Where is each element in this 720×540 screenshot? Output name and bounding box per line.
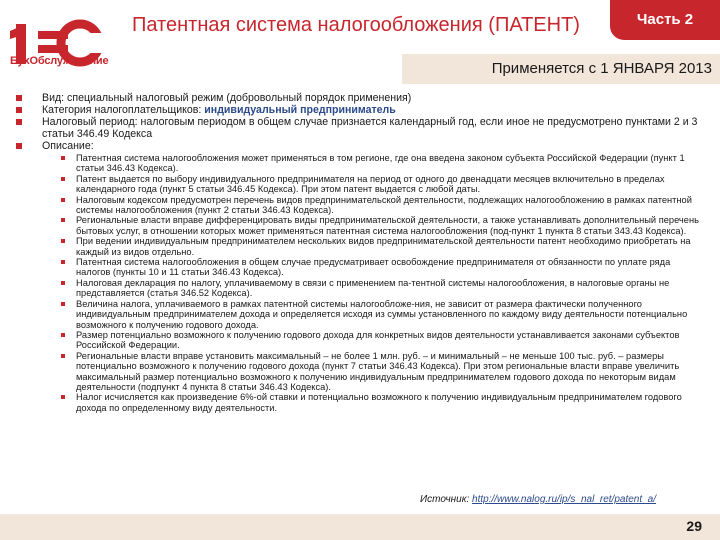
bullet-period: Налоговый период: налоговым периодом в общем случае признается календарный год, если иное не предусмотрено пунктами 2 и 3 статьи 346.49 Кодекса [16,116,702,140]
source-link[interactable]: http://www.nalog.ru/ip/s_nal_ret/patent_a/ [472,494,657,505]
category-highlight: индивидуальный предприниматель [204,104,396,116]
list-item: Налоговым кодексом предусмотрен перечень видов предпринимательской деятельности, подлежащих налогообложению в рамках патентной системы налогообложения (пункт 2 статьи 346.43 Кодекса). [16,195,702,216]
description-list [16,153,702,413]
list-item: При ведении индивидуальным предпринимателем нескольких видов предпринимательской деятельности патент необходимо приобретать на каждый из видов отдельно. [16,236,702,257]
category-label: Категория налогоплательщиков: [42,104,205,116]
list-item: Патент выдается по выбору индивидуального предпринимателя на период от одного до двенадцати месяцев включительно в пределах календарного года (пункт 5 статьи 346.45 Кодекса). При этом патент выдается с любой даты. [16,174,702,195]
list-item: Налог исчисляется как произведение 6%-ой ставки и потенциально возможного к получению индивидуальным предпринимателем годового дохода по определенному виду деятельности. [16,392,702,413]
list-item: Величина налога, уплачиваемого в рамках патентной системы налогообложе-ния, не зависит от размера фактически полученного индивидуальным предпринимателем дохода и определяется исходя из суммы установленного по каждому виду деятельности потенциально возможного к получению годового дохода. [16,299,702,330]
bullet-category [16,104,702,116]
list-item: Налоговая декларация по налогу, уплачиваемому в связи с применением па-тентной системы налогообложения, в налоговые органы не представляется (статья 346.52 Кодекса). [16,278,702,299]
page-number: 29 [686,518,702,534]
bullet-type: Вид: специальный налоговый режим (добровольный порядок применения) [16,92,702,104]
list-item: Патентная система налогообложения в общем случае предусматривает освобождение предпринимателя от обязанности по уплате ряда налогов (пункты 10 и 11 статьи 346.43 Кодекса). [16,257,702,278]
footer-band [0,514,720,540]
list-item: Размер потенциально возможного к получению годового дохода для конкретных видов деятельности устанавливается законами субъектов Российской Федерации. [16,330,702,351]
main-content [16,92,702,413]
list-item: Региональные власти вправе дифференцировать виды предпринимательской деятельности, а также устанавливать дополнительный перечень бытовых услуг, в отношении которых может применяться патентная система налогообложения (под-пункт 1 пункта 8 статьи 343.43 Кодекса). [16,215,702,236]
source-label: Источник: [420,494,473,505]
applies-from-banner: Применяется с 1 ЯНВАРЯ 2013 [402,54,720,84]
list-item: Патентная система налогообложения может применяться в том регионе, где она введена законом субъекта Российской Федерации (пункт 1 статьи 346.43 Кодекса). [16,153,702,174]
page-title: Патентная система налогообложения (ПАТЕНТ) [132,14,580,36]
list-item: Региональные власти вправе установить максимальный – не более 1 млн. руб. – и минимальный – не меньше 100 тыс. руб. – размеры потенциально возможного к получению годового дохода (пункт 7 статьи 346.43 Кодекса). При этом региональные власти вправе увеличить максимальный размер потенциально возможного к получению индивидуальным предпринимателем годового дохода по некоторым видам деятельности (подпункт 4 пункта 8 статьи 346.43 Кодекса). [16,351,702,393]
bullet-description: Описание: [16,140,702,152]
logo-text: БухОбслуживание [10,55,109,67]
source-line [420,494,656,505]
part-badge: Часть 2 [610,0,720,40]
